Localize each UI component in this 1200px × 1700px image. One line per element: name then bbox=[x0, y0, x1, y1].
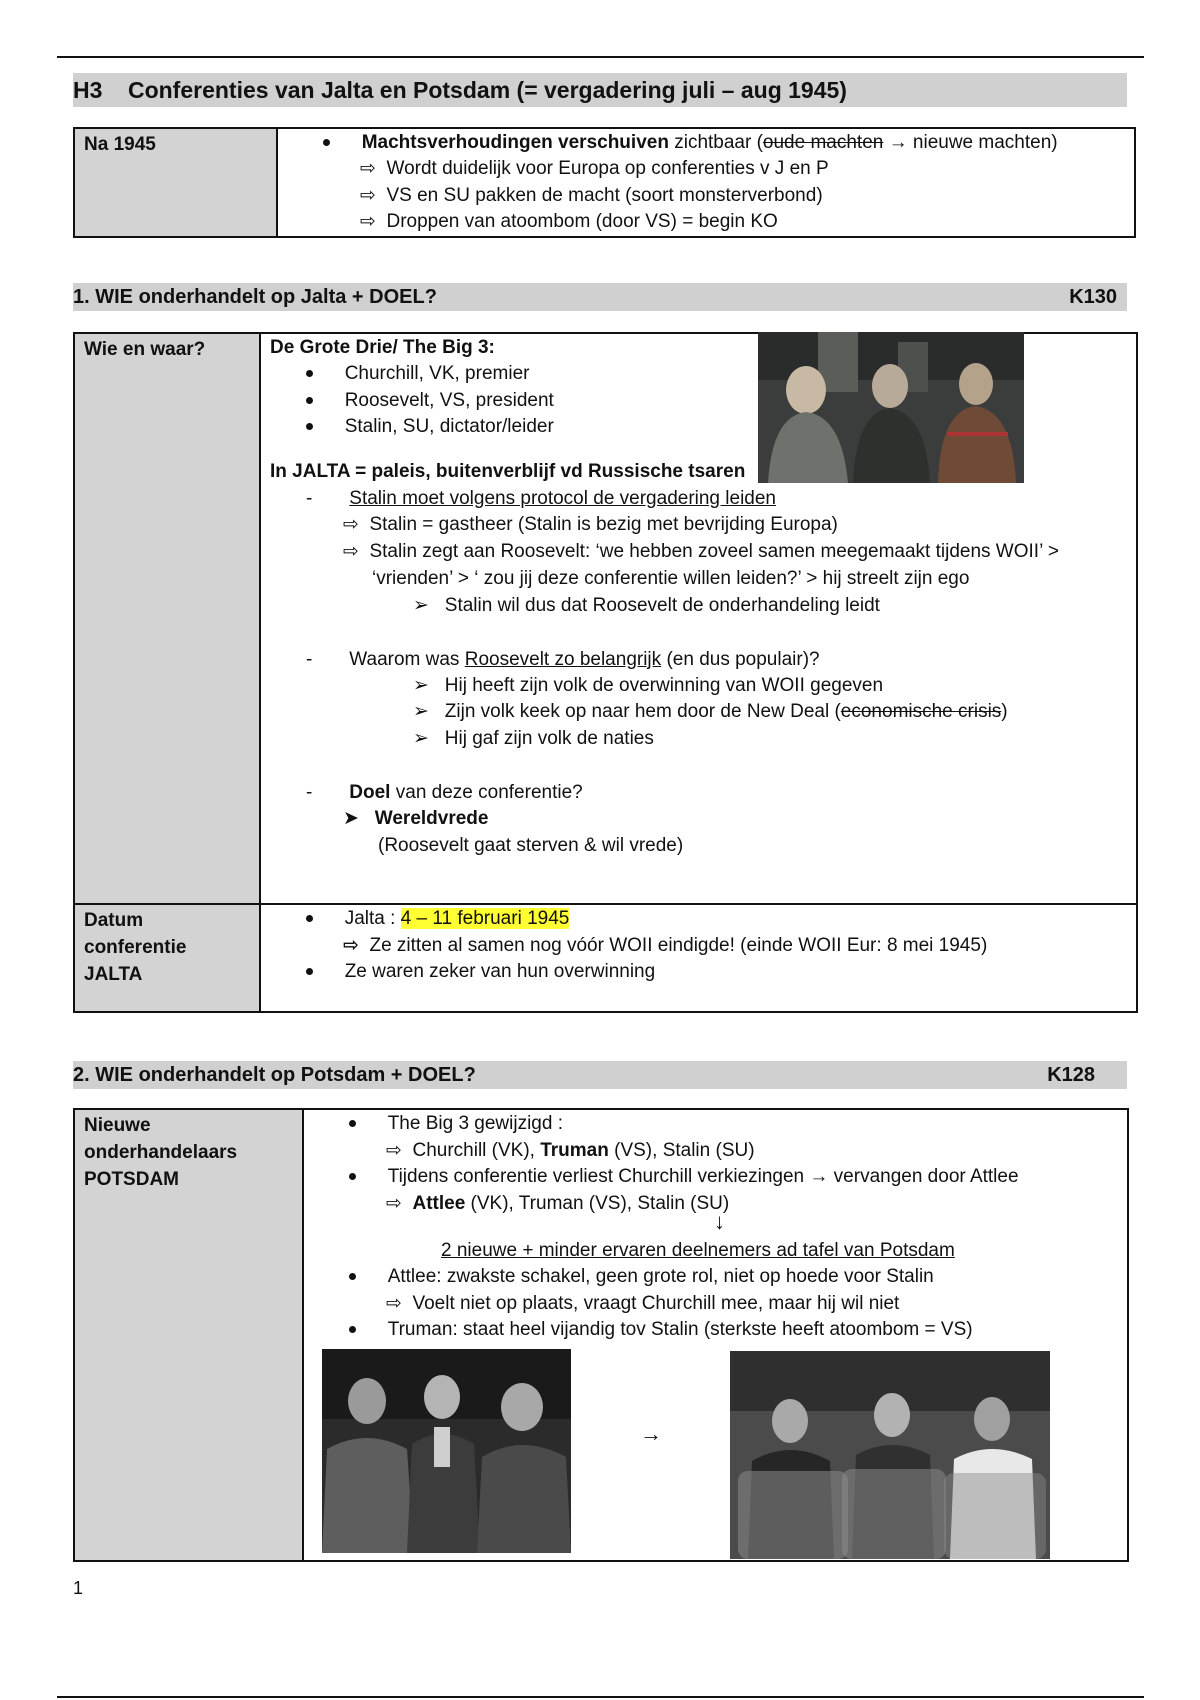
hollow-arrow-icon: ⇨ bbox=[386, 1140, 402, 1161]
bullet-dot bbox=[349, 1326, 356, 1333]
intro-bullet: Machtsverhoudingen verschuiven zichtbaar (oude machten → nieuwe machten) bbox=[323, 129, 1058, 156]
sub-item: ➢ Stalin wil dus dat Roosevelt de onderhandeling leidt bbox=[413, 595, 880, 616]
section2-heading: 2. WIE onderhandelt op Potsdam + DOEL? K128 bbox=[73, 1061, 1127, 1089]
page-heading bbox=[73, 73, 1127, 107]
dash-item: - Doel van deze conferentie? bbox=[306, 782, 583, 803]
bullet-dot bbox=[349, 1120, 356, 1127]
bullet-dot bbox=[306, 370, 313, 377]
date-arrow: ⇨ Ze zitten al samen nog vóór WOII eindigde! (einde WOII Eur: 8 mei 1945) bbox=[343, 935, 988, 956]
potsdam-arrow: ⇨ Churchill (VK), Truman (VS), Stalin (SU) bbox=[386, 1140, 755, 1161]
potsdam-arrow: ⇨ Attlee (VK), Truman (VS), Stalin (SU) bbox=[386, 1193, 730, 1214]
sub-item: ➢ Zijn volk keek op naar hem door de New Deal (economische crisis) bbox=[413, 701, 1008, 722]
datum-content bbox=[260, 904, 1137, 1012]
wie-en-waar-label: Wie en waar? bbox=[74, 333, 260, 904]
potsdam-center-note: 2 nieuwe + minder ervaren deelnemers ad tafel van Potsdam bbox=[441, 1240, 955, 1261]
page-number: 1 bbox=[73, 1578, 84, 1598]
heading-code: H3 bbox=[73, 77, 103, 103]
date-bullet-2: Ze waren zeker van hun overwinning bbox=[306, 958, 655, 985]
intro-content bbox=[277, 128, 1135, 237]
potsdam-photo-2 bbox=[730, 1351, 1050, 1559]
intro-label: Na 1945 bbox=[74, 128, 277, 237]
potsdam-table bbox=[73, 1108, 1129, 1562]
bold-arrow-icon: ⇨ bbox=[343, 935, 359, 956]
date-bullet: Jalta : 4 – 11 februari 1945 bbox=[306, 905, 569, 932]
heading-title: Conferenties van Jalta en Potsdam (= vergadering juli – aug 1945) bbox=[127, 77, 847, 103]
doel-item: ➤ Wereldvrede bbox=[343, 808, 489, 829]
bullet-dot bbox=[323, 139, 330, 146]
yalta-photo bbox=[758, 332, 1024, 483]
arrowhead-icon: ➢ bbox=[413, 595, 429, 616]
hollow-arrow-icon: ⇨ bbox=[360, 211, 376, 232]
dash-item: - Stalin moet volgens protocol de vergadering leiden bbox=[306, 488, 776, 509]
jalta-title: In JALTA = paleis, buitenverblijf vd Russische tsaren bbox=[270, 461, 746, 482]
jalta-table bbox=[73, 332, 1138, 1013]
bullet-dot bbox=[306, 915, 313, 922]
bullet-dot bbox=[349, 1273, 356, 1280]
big3-item: Churchill, VK, premier bbox=[306, 360, 529, 387]
wie-en-waar-content bbox=[260, 333, 1137, 904]
potsdam-bullet: Attlee: zwakste schakel, geen grote rol, niet op hoede voor Stalin bbox=[349, 1263, 934, 1290]
hollow-arrow-icon: ⇨ bbox=[360, 158, 376, 179]
arrowhead-icon: ➢ bbox=[413, 701, 429, 722]
nieuwe-onderhandelaars-label: Nieuwe onderhandelaars POTSDAM bbox=[74, 1109, 303, 1561]
section2-code: K128 bbox=[1047, 1064, 1095, 1086]
arrowhead-icon: ➢ bbox=[413, 728, 429, 749]
intro-arrow-2: ⇨ VS en SU pakken de macht (soort monsterverbond) bbox=[360, 185, 823, 206]
section1-code: K130 bbox=[1069, 286, 1117, 308]
bullet-dot bbox=[349, 1173, 356, 1180]
hollow-arrow-icon: ⇨ bbox=[343, 514, 359, 535]
bottom-rule bbox=[57, 1696, 1144, 1698]
bullet-dot bbox=[306, 968, 313, 975]
arrowhead-icon: ➢ bbox=[413, 675, 429, 696]
doel-note: (Roosevelt gaat sterven & wil vrede) bbox=[378, 835, 684, 856]
hollow-arrow-icon: ⇨ bbox=[343, 541, 359, 562]
bullet-dot bbox=[306, 423, 313, 430]
potsdam-photo-1 bbox=[322, 1349, 571, 1553]
big3-title: De Grote Drie/ The Big 3: bbox=[270, 337, 495, 358]
sub-item: ➢ Hij heeft zijn volk de overwinning van WOII gegeven bbox=[413, 675, 884, 696]
jalta-arrow-1: ⇨ Stalin = gastheer (Stalin is bezig met bevrijding Europa) bbox=[343, 514, 838, 535]
potsdam-bullet: Truman: staat heel vijandig tov Stalin (sterkste heeft atoombom = VS) bbox=[349, 1316, 973, 1343]
potsdam-bullet: The Big 3 gewijzigd : bbox=[349, 1110, 563, 1137]
hollow-arrow-icon: ⇨ bbox=[386, 1293, 402, 1314]
photo-arrow-icon: → bbox=[640, 1421, 662, 1446]
big3-item: Stalin, SU, dictator/leider bbox=[306, 413, 554, 440]
sub-item: ➢ Hij gaf zijn volk de naties bbox=[413, 728, 654, 749]
big3-item: Roosevelt, VS, president bbox=[306, 387, 554, 414]
hollow-arrow-icon: ⇨ bbox=[386, 1193, 402, 1214]
hollow-arrow-icon: ⇨ bbox=[360, 185, 376, 206]
section1-heading: 1. WIE onderhandelt op Jalta + DOEL? K130 bbox=[73, 283, 1127, 311]
intro-arrow-1: ⇨ Wordt duidelijk voor Europa op conferenties v J en P bbox=[360, 158, 829, 179]
datum-label: Datum conferentie JALTA bbox=[74, 904, 260, 1012]
dash-item: - Waarom was Roosevelt zo belangrijk (en dus populair)? bbox=[306, 649, 820, 670]
arrowhead-icon: ➤ bbox=[343, 808, 359, 829]
potsdam-content bbox=[303, 1109, 1128, 1561]
intro-table bbox=[73, 127, 1136, 238]
potsdam-bullet: Tijdens conferentie verliest Churchill verkiezingen → vervangen door Attlee bbox=[349, 1163, 1019, 1190]
date-highlight: 4 – 11 februari 1945 bbox=[400, 908, 570, 929]
down-arrow-icon: ↓ bbox=[714, 1209, 725, 1234]
intro-arrow-3: ⇨ Droppen van atoombom (door VS) = begin KO bbox=[360, 211, 778, 232]
jalta-arrow-2: ⇨ Stalin zegt aan Roosevelt: ‘we hebben zoveel samen meegemaakt tijdens WOII’ > bbox=[343, 541, 1059, 562]
jalta-arrow-2-cont: ‘vrienden’ > ‘ zou jij deze conferentie willen leiden?’ > hij streelt zijn ego bbox=[372, 568, 970, 589]
top-rule bbox=[57, 56, 1144, 58]
bullet-dot bbox=[306, 397, 313, 404]
potsdam-arrow: ⇨ Voelt niet op plaats, vraagt Churchill mee, maar hij wil niet bbox=[386, 1293, 900, 1314]
